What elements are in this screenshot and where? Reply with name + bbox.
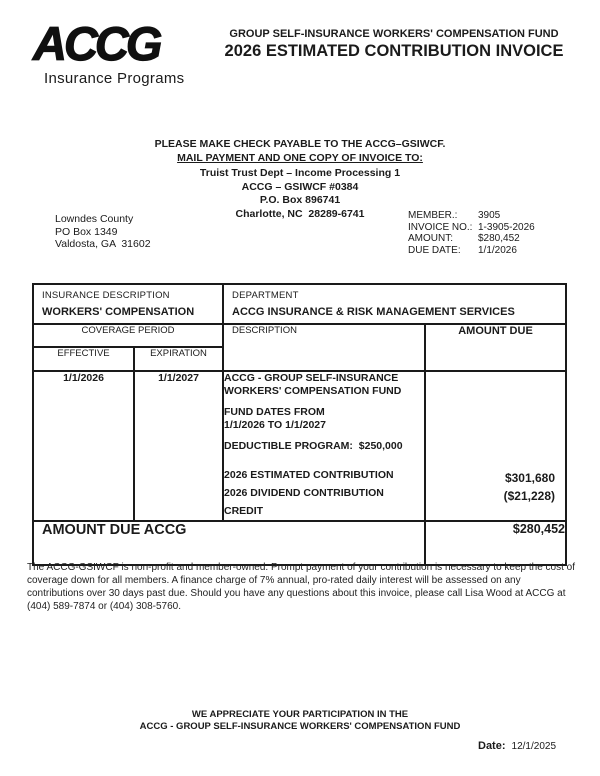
description-line: DEDUCTIBLE PROGRAM: $250,000	[224, 440, 403, 452]
document-title-block	[208, 27, 580, 61]
remit-address-line: Charlotte, NC 28289-6741	[235, 207, 365, 220]
description-header: DESCRIPTION	[232, 325, 297, 336]
invoice-title-heading: 2026 ESTIMATED CONTRIBUTION INVOICE	[224, 42, 564, 60]
amount-value: $280,452	[478, 233, 520, 245]
amount-due-header: AMOUNT DUE	[458, 325, 533, 337]
estimated-contribution-amount: $301,680	[504, 471, 556, 485]
total-amount: $280,452	[425, 521, 566, 565]
effective-date: 1/1/2026	[33, 371, 134, 521]
estimated-contribution-label: 2026 ESTIMATED CONTRIBUTION	[224, 469, 394, 481]
due-date-label: DUE DATE:	[408, 245, 461, 257]
dividend-credit-amount: ($21,228)	[503, 489, 556, 503]
accg-logo	[33, 17, 185, 87]
fine-print-paragraph: The ACCG-GSIWCF is non-profit and member-owned. Prompt payment of your contribution is necessary to keep the cost of coverage down for all members. A finance charge of 7% annual, pro-rated daily interest will be assessed on any contributions over 30 days past due. Should you have any questions about this invoice, please call Lisa Wood at ACCG at (404) 589-7874 or (404) 308-5760.	[27, 562, 576, 612]
deductible-block	[224, 440, 424, 453]
member-address-line: PO Box 1349	[55, 225, 118, 238]
insurance-description-value: WORKERS' COMPENSATION	[42, 306, 195, 318]
meta-row-amount	[408, 233, 535, 245]
coverage-period-header: COVERAGE PERIOD	[33, 324, 223, 347]
insurance-description-label: INSURANCE DESCRIPTION	[42, 290, 170, 301]
remit-address-line: ACCG – GSIWCF #0384	[241, 180, 359, 193]
department-cell	[223, 284, 566, 324]
meta-row-due-date	[408, 245, 535, 257]
description-body-cell	[223, 371, 425, 521]
description-header-cell	[223, 324, 425, 371]
meta-row-invoice-no	[408, 222, 535, 234]
due-date-value: 1/1/2026	[478, 245, 517, 257]
member-address	[55, 213, 151, 251]
department-label: DEPARTMENT	[232, 290, 299, 301]
invoice-date	[478, 736, 556, 754]
invoice-no-value: 1-3905-2026	[478, 221, 535, 233]
description-line: FUND DATES FROM	[224, 406, 325, 418]
footer-line: WE APPRECIATE YOUR PARTICIPATION IN THE	[191, 709, 409, 720]
accg-logo-tagline: Insurance Programs	[44, 70, 185, 87]
description-line: WORKERS' COMPENSATION FUND	[224, 385, 402, 397]
line-item-amounts	[426, 372, 565, 505]
fund-name-heading: GROUP SELF-INSURANCE WORKERS' COMPENSATION FUND	[229, 28, 559, 40]
effective-header: EFFECTIVE	[33, 347, 134, 371]
description-line: 1/1/2026 TO 1/1/2027	[224, 419, 326, 431]
member-label: MEMBER.:	[408, 210, 458, 221]
total-label-cell	[33, 521, 425, 565]
footer-appreciation	[0, 709, 600, 732]
fund-name-block	[224, 372, 424, 398]
member-value: 3905	[478, 210, 501, 221]
date-label: Date:	[478, 740, 506, 752]
amount-body-cell	[425, 371, 566, 521]
meta-row-member	[408, 210, 535, 222]
footer-line: ACCG - GROUP SELF-INSURANCE WORKERS' COMPENSATION FUND	[139, 720, 461, 732]
invoice-table	[32, 283, 567, 566]
amount-label: AMOUNT:	[408, 233, 453, 245]
expiration-date: 1/1/2027	[134, 371, 223, 521]
line-item-labels	[224, 466, 424, 520]
amount-due-header-cell	[425, 324, 566, 371]
check-payable-line: PLEASE MAKE CHECK PAYABLE TO THE ACCG–GSIWCF.	[154, 138, 446, 150]
expiration-header: EXPIRATION	[134, 347, 223, 371]
department-value: ACCG INSURANCE & RISK MANAGEMENT SERVICES	[232, 306, 515, 318]
member-address-line: Valdosta, GA 31602	[55, 238, 151, 250]
remit-address-line: Truist Trust Dept – Income Processing 1	[199, 167, 401, 179]
date-value: 12/1/2025	[511, 741, 557, 752]
dividend-credit-label: 2026 DIVIDEND CONTRIBUTION CREDIT	[224, 487, 384, 517]
invoice-no-label: INVOICE NO.:	[408, 221, 473, 233]
description-line: ACCG - GROUP SELF-INSURANCE	[224, 372, 399, 384]
amount-due-accg-label: AMOUNT DUE ACCG	[42, 522, 187, 538]
payment-instructions	[0, 137, 600, 165]
remit-address-line: P.O. Box 896741	[259, 194, 341, 206]
accg-logo-wordmark: ACCG	[33, 17, 160, 70]
insurance-description-cell	[33, 284, 223, 324]
invoice-meta	[408, 210, 535, 257]
member-address-line: Lowndes County	[55, 213, 134, 225]
mail-payment-line: MAIL PAYMENT AND ONE COPY OF INVOICE TO:	[177, 152, 423, 164]
fund-dates-block	[224, 406, 424, 432]
